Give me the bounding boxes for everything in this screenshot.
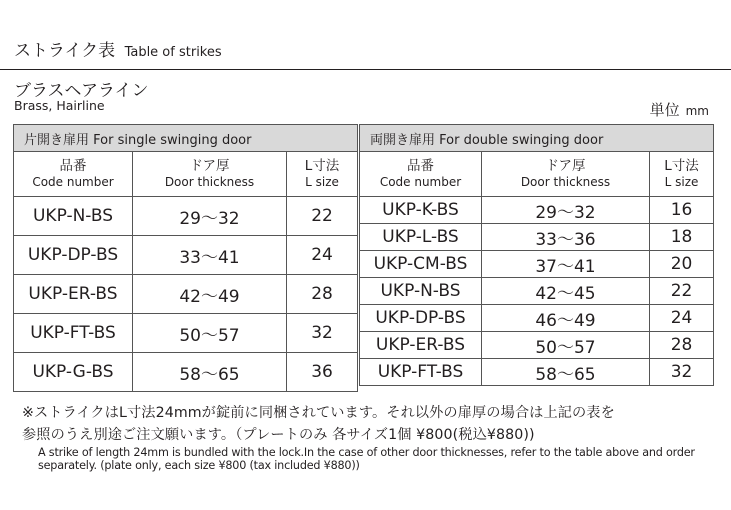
table-row (360, 332, 714, 359)
code-cell: UKP-ER-BS (14, 275, 133, 314)
code-cell: UKP-K-BS (360, 197, 482, 224)
l-size-cell: 22 (287, 197, 358, 236)
title-jp: ストライク表 (14, 41, 116, 61)
thickness-cell: 58〜65 (482, 359, 650, 386)
header-code: 品番 Code number (360, 152, 482, 197)
unit-label (650, 99, 709, 120)
table-row (14, 314, 358, 353)
thickness-cell: 46〜49 (482, 305, 650, 332)
thickness-cell: 33〜36 (482, 224, 650, 251)
table-row (360, 251, 714, 278)
code-cell: UKP-DP-BS (360, 305, 482, 332)
l-size-cell: 24 (650, 305, 714, 332)
header-l-size: L寸法 L size (650, 152, 714, 197)
code-cell: UKP-DP-BS (14, 236, 133, 275)
thickness-cell: 29〜32 (482, 197, 650, 224)
l-size-cell: 18 (650, 224, 714, 251)
l-size-cell: 32 (650, 359, 714, 386)
thickness-cell: 33〜41 (133, 236, 287, 275)
table-row (360, 224, 714, 251)
order-note-jp (22, 402, 727, 446)
thickness-cell: 42〜45 (482, 278, 650, 305)
order-note-en: A strike of length 24mm is bundled with the lock.In the case of other door thicknesses, refer to the table above and order separately. (plate only, each size ¥800 (tax included ¥880)) (38, 446, 695, 472)
header-code: 品番 Code number (14, 152, 133, 197)
header-door-thickness: ドア厚 Door thickness (482, 152, 650, 197)
material-subtitle: Brass, Hairline (14, 98, 105, 113)
table-row (14, 275, 358, 314)
code-cell: UKP-ER-BS (360, 332, 482, 359)
unit-jp: 単位 (649, 101, 680, 119)
title-en: Table of strikes (124, 45, 222, 60)
note-line-1: ※ストライクはL寸法24mmが錠前に同梱されています。それ以外の扉厚の場合は上記の表を (22, 405, 615, 421)
l-size-cell: 36 (287, 353, 358, 392)
thickness-cell: 29〜32 (133, 197, 287, 236)
thickness-cell: 37〜41 (482, 251, 650, 278)
table-row (14, 236, 358, 275)
double-door-caption: 両開き扉用 For double swinging door (360, 125, 714, 152)
l-size-cell: 28 (287, 275, 358, 314)
code-cell: UKP-N-BS (14, 197, 133, 236)
material-title: ブラスヘアライン (14, 81, 149, 101)
note-line-2: 参照のうえ別途ご注文願います。（プレートのみ 各サイズ1個 ¥800(税込¥880)) (22, 427, 535, 443)
l-size-cell: 32 (287, 314, 358, 353)
double-door-table (359, 124, 714, 386)
l-size-cell: 22 (650, 278, 714, 305)
l-size-cell: 20 (650, 251, 714, 278)
thickness-cell: 58〜65 (133, 353, 287, 392)
table-row (360, 278, 714, 305)
l-size-cell: 24 (287, 236, 358, 275)
header-l-size: L寸法 L size (287, 152, 358, 197)
code-cell: UKP-L-BS (360, 224, 482, 251)
thickness-cell: 50〜57 (482, 332, 650, 359)
page-title (14, 36, 222, 61)
code-cell: UKP-G-BS (14, 353, 133, 392)
code-cell: UKP-FT-BS (14, 314, 133, 353)
l-size-cell: 16 (650, 197, 714, 224)
table-row (360, 305, 714, 332)
table-row (360, 359, 714, 386)
code-cell: UKP-CM-BS (360, 251, 482, 278)
table-row (14, 353, 358, 392)
thickness-cell: 42〜49 (133, 275, 287, 314)
unit-mm: mm (685, 104, 709, 118)
table-row (14, 197, 358, 236)
code-cell: UKP-N-BS (360, 278, 482, 305)
header-door-thickness: ドア厚 Door thickness (133, 152, 287, 197)
table-row (360, 197, 714, 224)
code-cell: UKP-FT-BS (360, 359, 482, 386)
single-door-table (13, 124, 358, 392)
single-door-caption: 片開き扉用 For single swinging door (14, 125, 358, 152)
thickness-cell: 50〜57 (133, 314, 287, 353)
l-size-cell: 28 (650, 332, 714, 359)
title-divider (0, 69, 731, 70)
